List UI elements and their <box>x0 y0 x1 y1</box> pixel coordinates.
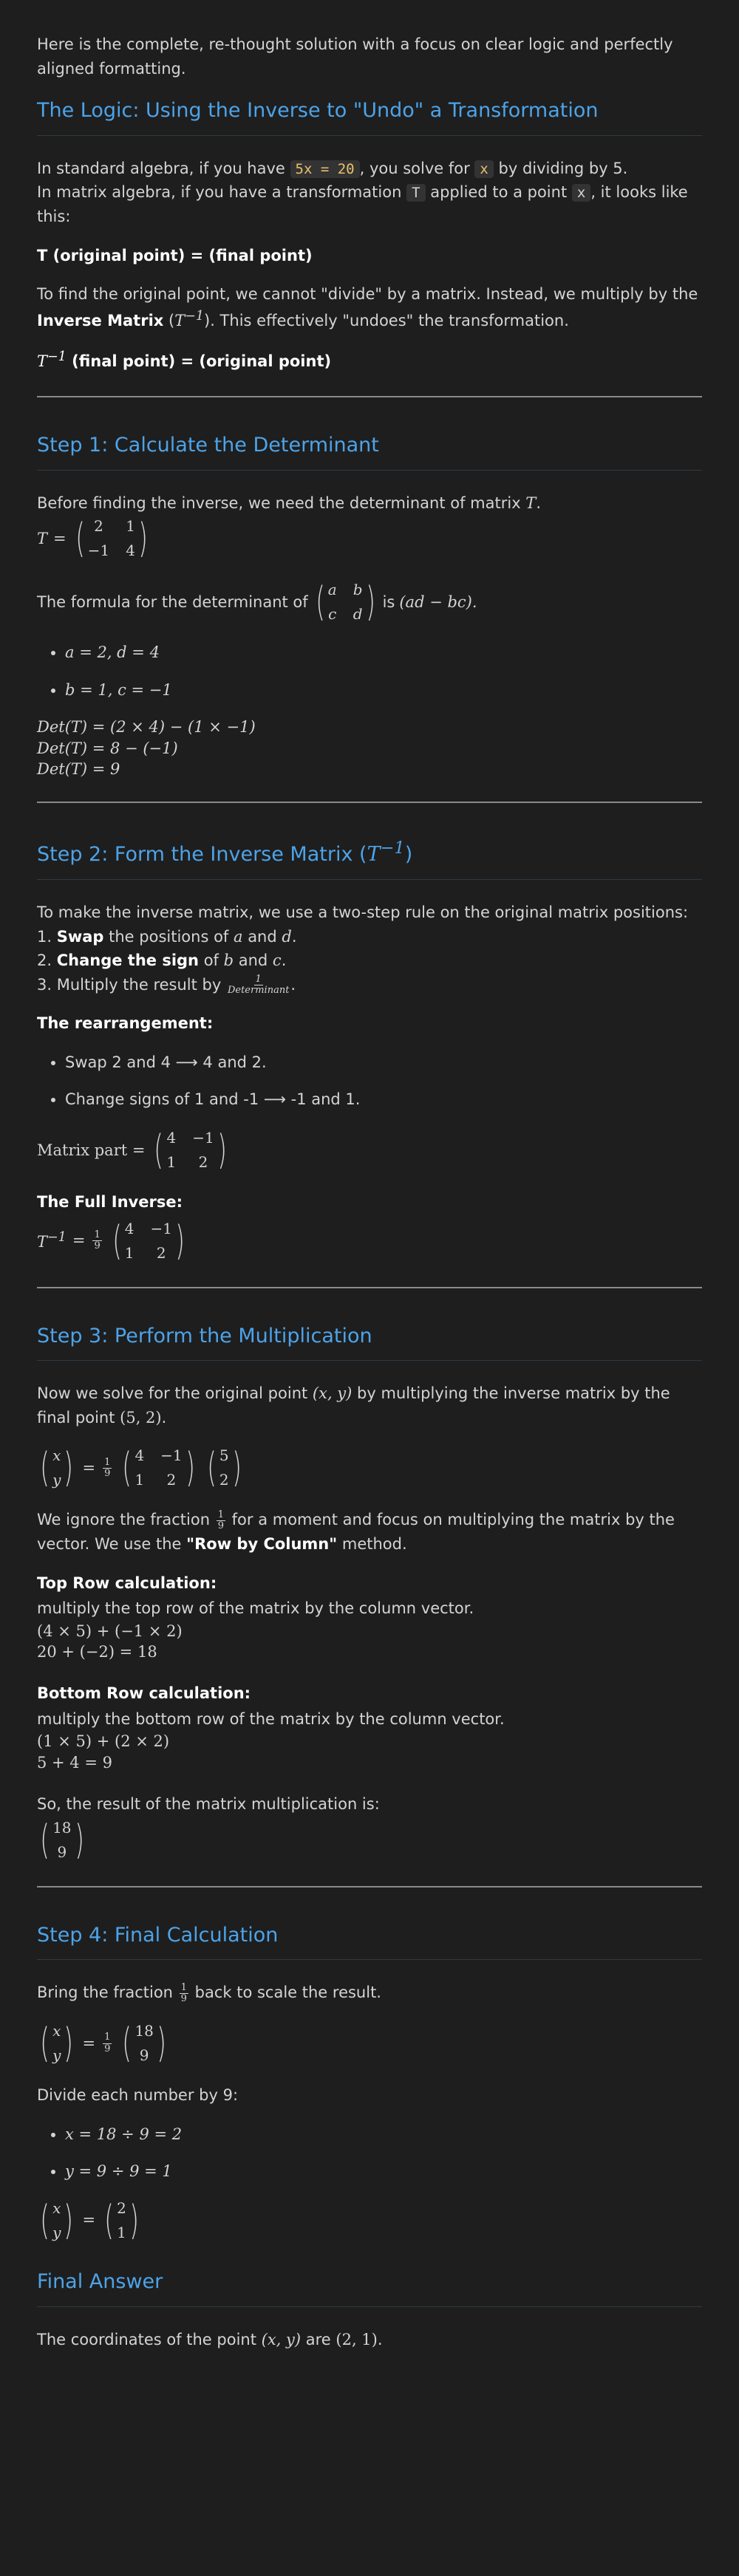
calc-line: (4 × 5) + (−1 × 2) <box>37 1622 183 1640</box>
logic-paragraph-2 <box>37 180 702 228</box>
matrix-cells <box>88 515 135 562</box>
text: , you solve for <box>359 159 475 177</box>
multiplication-equation: ( x y ) = $\frac{1}{9}$ ( 4 −1 1 2 ) ( 5 2 ) <box>40 1444 242 1492</box>
inline-code: x <box>572 184 590 202</box>
matrix-cell: 9 <box>57 1842 67 1861</box>
text: 3. Multiply the result by <box>37 975 226 994</box>
full-inverse: $T^{-1}$ = $\frac{1}{9}$ ( 4 −1 1 2 ) <box>37 1217 185 1264</box>
rule-1: 1. Swap the positions of a and d. <box>37 927 297 946</box>
label: Matrix part = <box>37 1141 146 1159</box>
t-inverse: $T^{-1}$ <box>37 349 67 371</box>
matrix-t: T = ( 2 1 −1 4 ) <box>37 515 148 562</box>
matrix-cell: 18 <box>134 2022 154 2040</box>
text: Now we solve for the original point <box>37 1384 313 1403</box>
inline-code: 5x = 20 <box>290 160 360 178</box>
text: is <box>382 592 395 611</box>
matrix-cell: 1 <box>166 1152 177 1171</box>
matrix-cell: x <box>52 1446 61 1465</box>
matrix-cell: 2 <box>156 1243 166 1262</box>
step2-bullets <box>37 1050 702 1112</box>
fraction <box>103 2032 112 2054</box>
rearrangement-heading: The rearrangement: <box>37 1014 214 1033</box>
logic-paragraph-1 <box>37 157 702 181</box>
text: 1. <box>37 927 57 946</box>
scale-equation: ( x y ) = $\frac{1}{9}$ ( 18 9 ) <box>40 2020 166 2067</box>
numerator: 1 <box>180 1981 187 1993</box>
final-heading: Final Answer <box>37 2266 702 2307</box>
matrix-cell: 1 <box>126 517 135 536</box>
calc-line: Det(T) = 8 − (−1) <box>37 739 178 757</box>
text: , it looks like this: <box>37 183 688 226</box>
matrix-cell: 1 <box>117 2223 126 2241</box>
numerator: 1 <box>104 1456 111 1468</box>
calc-line: Det(T) = (2 × 4) − (1 × −1) <box>37 718 256 737</box>
matrix-cell: 2 <box>94 517 103 536</box>
matrix-cells <box>328 578 363 626</box>
divider <box>37 1287 702 1288</box>
bottom-row-text: multiply the bottom row of the matrix by the column vector. <box>37 1709 505 1728</box>
matrix-cell: x <box>52 2199 61 2217</box>
text: for a moment and focus on multiplying the matrix by the vector. We use the <box>37 1511 675 1553</box>
matrix-cells <box>167 1127 214 1174</box>
text: by dividing by 5. <box>493 159 628 177</box>
symbol-t: T <box>525 493 537 512</box>
final-answer <box>37 2328 702 2352</box>
text: and <box>234 952 273 970</box>
matrix-cells <box>52 1444 61 1492</box>
matrix-cell: 5 <box>219 1446 229 1465</box>
numerator: 1 <box>255 973 262 985</box>
denominator: 9 <box>180 1992 187 2004</box>
divider <box>37 802 702 803</box>
symbol: (x, y) <box>261 2330 302 2348</box>
matrix-cells <box>52 2020 61 2067</box>
text: In standard algebra, if you have <box>37 159 290 177</box>
matrix-cell: 9 <box>139 2046 149 2065</box>
matrix-cell: c <box>328 605 337 623</box>
determinant-calc <box>37 717 702 779</box>
bottom-row-heading: Bottom Row calculation: <box>37 1684 251 1703</box>
symbol: b <box>223 952 234 970</box>
t-inverse: $T^{-1}$ <box>37 1229 67 1251</box>
fraction <box>180 1983 188 2005</box>
list-item: • a = 2, d = 4 <box>65 640 702 665</box>
text: ) <box>404 843 413 867</box>
fraction <box>103 1458 112 1480</box>
calc-line: (1 × 5) + (2 × 2) <box>37 1732 170 1751</box>
matrix-cell: −1 <box>150 1219 173 1237</box>
matrix-cell: −1 <box>160 1446 183 1465</box>
bottom-row-calc <box>37 1731 702 1773</box>
matrix-cell: 4 <box>166 1128 177 1147</box>
denominator: 9 <box>217 1520 224 1531</box>
symbol: a <box>233 927 243 946</box>
matrix-cell: d <box>353 605 363 623</box>
symbol: d <box>282 927 292 946</box>
step4-paragraph-2: Divide each number by 9: <box>37 2086 239 2105</box>
full-inverse-heading: The Full Inverse: <box>37 1192 183 1211</box>
multiplication-result: ( 18 9 ) <box>40 1816 84 1863</box>
step4-heading: Step 4: Final Calculation <box>37 1920 702 1961</box>
step1-paragraph: Before finding the inverse, we need the determinant of matrix T. <box>37 493 541 512</box>
matrix-cell: y <box>52 1471 61 1489</box>
rule-3: 3. Multiply the result by $\frac{1}{\text{Determinant}}$ . <box>37 973 296 997</box>
text: the positions of <box>103 927 234 946</box>
matrix-cell: −1 <box>192 1128 214 1147</box>
text: applied to a point <box>425 183 572 202</box>
symbol-t: T <box>37 529 48 547</box>
list-item: • Change signs of 1 and -1 ⟶ -1 and 1. <box>65 1087 702 1112</box>
text: by multiplying the inverse matrix by the final point <box>37 1384 670 1427</box>
step2-heading <box>37 836 702 880</box>
bold-text: Change the sign <box>56 952 200 970</box>
t-inverse: $T^{-1}$ <box>174 308 205 329</box>
step4-paragraph-1 <box>37 1981 702 2005</box>
step4-bullets <box>37 2122 702 2184</box>
matrix-cell: 2 <box>198 1152 208 1171</box>
rule-2: 2. Change the sign of b and c. <box>37 952 287 970</box>
equals: = <box>82 2211 96 2230</box>
text: The coordinates of the point <box>37 2330 262 2348</box>
text: To find the original point, we cannot "divide" by a matrix. Instead, we multiply by the <box>37 285 698 304</box>
text: (final point) = (original point) <box>66 352 332 371</box>
matrix-cell: 1 <box>134 1471 145 1489</box>
text: In matrix algebra, if you have a transformation <box>37 183 407 202</box>
fraction <box>92 1230 101 1252</box>
logic-paragraph-3: To find the original point, we cannot "divide" by a matrix. Instead, we multiply by the Inverse Matrix $(T^{-1})$. This effectively "undoes" the transformation. <box>37 285 698 329</box>
matrix-cells <box>219 1444 229 1492</box>
equation-1: T (original point) = (final point) <box>37 246 313 264</box>
text: ). This effectively "undoes" the transformation. <box>204 311 569 329</box>
determinant-formula: The formula for the determinant of ( a b c d ) is (ad − bc). <box>37 578 477 626</box>
numerator: 1 <box>104 2032 111 2043</box>
symbol: c <box>272 952 282 970</box>
text: Bring the fraction <box>37 1984 178 2002</box>
calc-line: 20 + (−2) = 18 <box>37 1642 157 1661</box>
text: . <box>377 2330 383 2348</box>
symbol: (5, 2) <box>120 1408 162 1427</box>
inline-code: T <box>406 184 425 202</box>
symbol: (2, 1) <box>336 2330 378 2348</box>
matrix-cells <box>52 1817 71 1864</box>
denominator: Determinant <box>227 985 290 997</box>
step1-heading: Step 1: Calculate the Determinant <box>37 430 702 471</box>
matrix-cell: 2 <box>219 1471 229 1489</box>
matrix-part: Matrix part = ( 4 −1 1 2 ) <box>37 1126 227 1173</box>
list-item: • b = 1, c = −1 <box>65 678 702 703</box>
matrix-cell: 4 <box>126 541 135 560</box>
matrix-cells <box>125 1217 172 1265</box>
intro-text: Here is the complete, re-thought solution with a focus on clear logic and perfectly aligned formatting. <box>37 35 673 78</box>
matrix-cell: 2 <box>166 1471 177 1489</box>
step2-paragraph: To make the inverse matrix, we use a two-step rule on the original matrix positions: <box>37 903 689 922</box>
matrix-cell: 2 <box>117 2199 126 2217</box>
text: and <box>242 927 282 946</box>
symbol: (x, y) <box>312 1384 353 1403</box>
inline-code: x <box>474 160 493 178</box>
matrix-cell: y <box>52 2223 61 2241</box>
text: are <box>301 2330 336 2348</box>
matrix-cells <box>117 2197 126 2244</box>
matrix-cell: 4 <box>134 1446 145 1465</box>
fraction <box>228 974 289 997</box>
step3-paragraph-2 <box>37 1508 702 1556</box>
equals: = <box>72 1231 86 1250</box>
matrix-cell: a <box>327 581 337 599</box>
list-item: • x = 18 ÷ 9 = 2 <box>65 2122 702 2147</box>
matrix-cell: 18 <box>52 1818 72 1837</box>
list-item: • y = 9 ÷ 9 = 1 <box>65 2159 702 2184</box>
divider <box>37 1886 702 1887</box>
text: Step 2: Form the Inverse Matrix ( <box>37 843 367 867</box>
bold-text: Inverse Matrix <box>37 311 164 329</box>
step3-paragraph-1: Now we solve for the original point (x, y) by multiplying the inverse matrix by the final point (5, 2). <box>37 1384 670 1427</box>
text: We ignore the fraction <box>37 1511 215 1529</box>
fraction <box>217 1510 225 1532</box>
matrix-cell: b <box>353 581 363 599</box>
equation-2 <box>37 347 702 374</box>
logic-heading: The Logic: Using the Inverse to "Undo" a Transformation <box>37 95 702 136</box>
matrix-cells <box>52 2197 61 2244</box>
matrix-cell: −1 <box>87 541 110 560</box>
numerator: 1 <box>94 1229 101 1240</box>
matrix-cell: 1 <box>124 1243 134 1262</box>
list-item: • Swap 2 and 4 ⟶ 4 and 2. <box>65 1050 702 1075</box>
equals: = <box>82 2034 96 2052</box>
step3-paragraph-3: So, the result of the matrix multiplication is: <box>37 1795 380 1814</box>
matrix-cells <box>134 2020 153 2067</box>
equals: = <box>82 1459 96 1477</box>
text: of <box>199 952 224 970</box>
step1-bullets <box>37 640 702 702</box>
text: The formula for the determinant of <box>37 592 308 611</box>
t-inverse: $T^{-1}$ <box>367 838 405 867</box>
calc-line: 5 + 4 = 9 <box>37 1753 112 1772</box>
bold-text: "Row by Column" <box>186 1534 338 1553</box>
text: back to scale the result. <box>189 1984 381 2002</box>
bold-text: Swap <box>56 927 104 946</box>
denominator: 9 <box>104 1467 111 1479</box>
denominator: 9 <box>94 1240 101 1251</box>
numerator: 1 <box>217 1509 224 1520</box>
top-row-heading: Top Row calculation: <box>37 1574 217 1592</box>
top-row-text: multiply the top row of the matrix by the column vector. <box>37 1599 474 1618</box>
matrix-cell: 4 <box>124 1219 134 1237</box>
text: Before finding the inverse, we need the determinant of matrix <box>37 493 526 512</box>
text: method. <box>337 1534 407 1553</box>
step3-heading: Step 3: Perform the Multiplication <box>37 1321 702 1362</box>
matrix-cell: y <box>52 2046 61 2065</box>
text: 2. <box>37 952 57 970</box>
formula: (ad − bc). <box>399 592 477 611</box>
matrix-cell: x <box>52 2022 61 2040</box>
equals: = <box>53 529 67 547</box>
final-vector-equation: ( x y ) = ( 2 1 ) <box>40 2196 139 2244</box>
denominator: 9 <box>104 2043 111 2054</box>
matrix-cells <box>134 1444 182 1492</box>
divider <box>37 396 702 397</box>
calc-line: Det(T) = 9 <box>37 759 120 778</box>
top-row-calc <box>37 1621 702 1663</box>
